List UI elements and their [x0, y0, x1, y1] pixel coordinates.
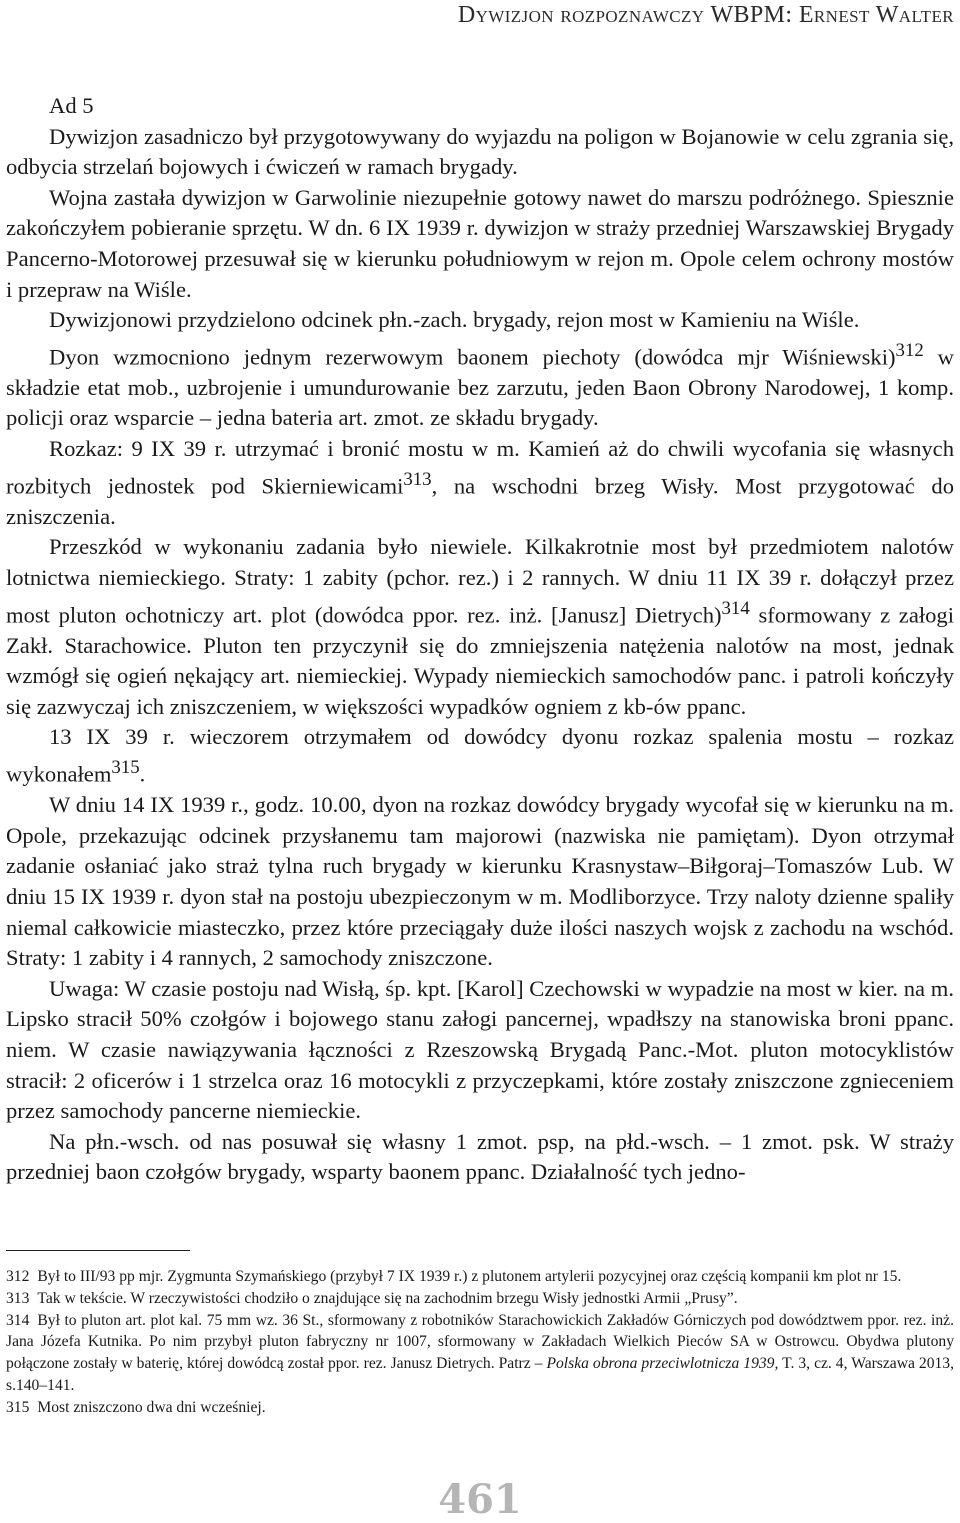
footnote-313 — [6, 1288, 954, 1310]
paragraph-text: Rozkaz: 9 IX 39 r. utrzymać i bronić mostu w m. Kamień aż do chwili wycofania się własnych rozbitych jednostek pod Skierniewicami — [6, 436, 954, 499]
footnote-text: Był to III/93 pp mjr. Zygmunta Szymańskiego (przybył 7 IX 1939 r.) z plutonem artylerii pozycyjnej oraz częścią kompanii km plot nr 15. — [37, 1268, 902, 1285]
paragraph — [6, 532, 954, 722]
paragraph: W dniu 14 IX 1939 r., godz. 10.00, dyon na rozkaz dowódcy brygady wycofał się w kierunku na m. Opole, przekazując odcinek przysłanemu tam majorowi (nazwiska nie pamiętam). Dyon otrzymał zadanie osłaniać jako straż tylna ruch brygady w kierunku Krasnystaw–Biłgoraj–Tomaszów Lub. W dniu 15 IX 1939 r. dyon stał na postoju ubezpieczonym w m. Modliborzyce. Trzy naloty dzienne spaliły niemal całkowicie miasteczko, przez które przeciągały duże ilości naszych wojsk z zachodu na wschód. Straty: 1 zabity i 4 rannych, 2 samochody zniszczone. — [6, 792, 954, 971]
paragraph-text: 13 IX 39 r. wieczorem otrzymałem od dowódcy dyonu rozkaz spalenia mostu – rozkaz wykonałem — [6, 724, 954, 787]
paragraph-text: sformowany z załogi Zakł. Starachowice. Pluton ten przyczynił się do zmniejszenia natężenia nalotów na most, jednak wzmógł się ogień nękający art. niemieckiej. Wypady niemieckich samochodów panc. i patroli kończyły się zazwyczaj ich zniszczeniem, w większości wypadków ogniem z kb-ów ppanc. — [6, 602, 954, 719]
footnote-citation-title: Polska obrona przeciwlotnicza 1939, — [546, 1355, 779, 1373]
section-heading: Ad 5 — [49, 93, 94, 118]
footnote-ref-313[interactable]: 313 — [403, 468, 432, 490]
footnote-text: Był to pluton art. plot kal. 75 mm wz. 36 St., sformowany z robotników Starachowickich Zakładów Górniczych pod dowództwem ppor. rez. inż. Jana Józefa Kutnika. Po nim przybył pluton fabryczny nr 1007, sformowany w Zakładach Wielkich Pieców SA w Ostrowcu. Obydwa plutony połączone zostały w baterię, której dowódcą został ppor. rez. Janusz Dietrych. Patrz – — [6, 1311, 954, 1373]
paragraph: Wojna zastała dywizjon w Garwolinie niezupełnie gotowy nawet do marszu podróżnego. Spiesznie zakończyłem pobieranie sprzętu. W dn. 6 IX 1939 r. dywizjon w straży przedniej Warszawskiej Brygady Pancerno-Motorowej przesuwał się w kierunku południowym w rejon m. Opole celem ochrony mostów i przepraw na Wiśle. — [6, 184, 954, 302]
paragraph: Dywizjon zasadniczo był przygotowywany do wyjazdu na poligon w Bojanowie w celu zgrania się, odbycia strzelań bojowych i ćwiczeń w ramach brygady. — [6, 123, 954, 180]
footnote-312 — [6, 1266, 954, 1288]
paragraph: Dywizjonowi przydzielono odcinek płn.-zach. brygady, rejon most w Kamieniu na Wiśle. — [49, 307, 860, 333]
running-header: Dywizjon rozpoznawczy WBPM: Ernest Walter — [457, 2, 954, 28]
paragraph-text: Dyon wzmocniono jednym rezerwowym baonem piechoty (dowódca mjr Wiśniewski) — [49, 344, 896, 370]
footnote-text: Most zniszczono dwa dni wcześniej. — [37, 1398, 266, 1416]
paragraph — [6, 336, 954, 434]
footnote-number: 315 — [6, 1398, 30, 1416]
page-number: 461 — [438, 1476, 522, 1523]
paragraph: Uwaga: W czasie postoju nad Wisłą, śp. kpt. [Karol] Czechowski w wypadzie na most w kier. na m. Lipsko stracił 50% czołgów i bojowego stanu załogi pancernej, wpadłszy na stanowiska broni ppanc. niem. W czasie nawiązywania łączności z Rzeszowską Brygadą Panc.-Mot. pluton motocyklistów stracił: 2 oficerów i 1 strzelca oraz 16 motocykli z przyczepkami, które zostały zniszczone zgnieceniem przez samochody pancerne niemieckie. — [6, 975, 954, 1124]
footnote-text: Tak w tekście. W rzeczywistości chodziło o znajdujące się na zachodnim brzegu Wisły jednostki Armii „Prusy”. — [37, 1289, 738, 1307]
footnote-ref-314[interactable]: 314 — [721, 597, 750, 619]
footnote-number: 312 — [6, 1268, 30, 1285]
footnote-ref-312[interactable]: 312 — [895, 339, 924, 361]
paragraph-text: w składzie etat mob., uzbrojenie i umundurowanie bez zarzutu, jeden Baon Obrony Narodowej, 1 komp. policji oraz wsparcie – jedna bateria art. zmot. ze składu brygady. — [6, 344, 955, 431]
paragraph-text: . — [139, 761, 146, 787]
footnotes — [6, 1266, 954, 1419]
paragraph — [6, 434, 954, 532]
footnote-number: 313 — [6, 1289, 30, 1307]
paragraph-text: , na wschodni brzeg Wisły. Most przygotować do zniszczenia. — [6, 473, 954, 529]
footnote-number: 314 — [6, 1311, 30, 1329]
paragraph — [6, 722, 954, 790]
footnote-ref-315[interactable]: 315 — [111, 757, 140, 779]
footnote-text: T. 3, cz. 4, Warszawa 2013, s.140–141. — [6, 1355, 954, 1394]
paragraph-text: Przeszkód w wykonaniu zadania było niewiele. Kilkakrotnie most był przedmiotem nalotów lotnictwa niemieckiego. Straty: 1 zabity (pchor. rez.) i 2 rannych. W dniu 11 IX 39 r. dołączył przez most pluton ochotniczy art. plot (dowódca ppor. rez. inż. [Janusz] Dietrych) — [6, 534, 954, 628]
footnote-315 — [6, 1397, 954, 1419]
paragraph: Na płn.-wsch. od nas posuwał się własny 1 zmot. psp, na płd.-wsch. – 1 zmot. psk. W straży przedniej baon czołgów brygady, wsparty baonem ppanc. Działalność tych jedno- — [6, 1128, 954, 1185]
main-text — [6, 91, 954, 1188]
footnote-314 — [6, 1310, 954, 1397]
footnote-divider — [6, 1250, 190, 1251]
